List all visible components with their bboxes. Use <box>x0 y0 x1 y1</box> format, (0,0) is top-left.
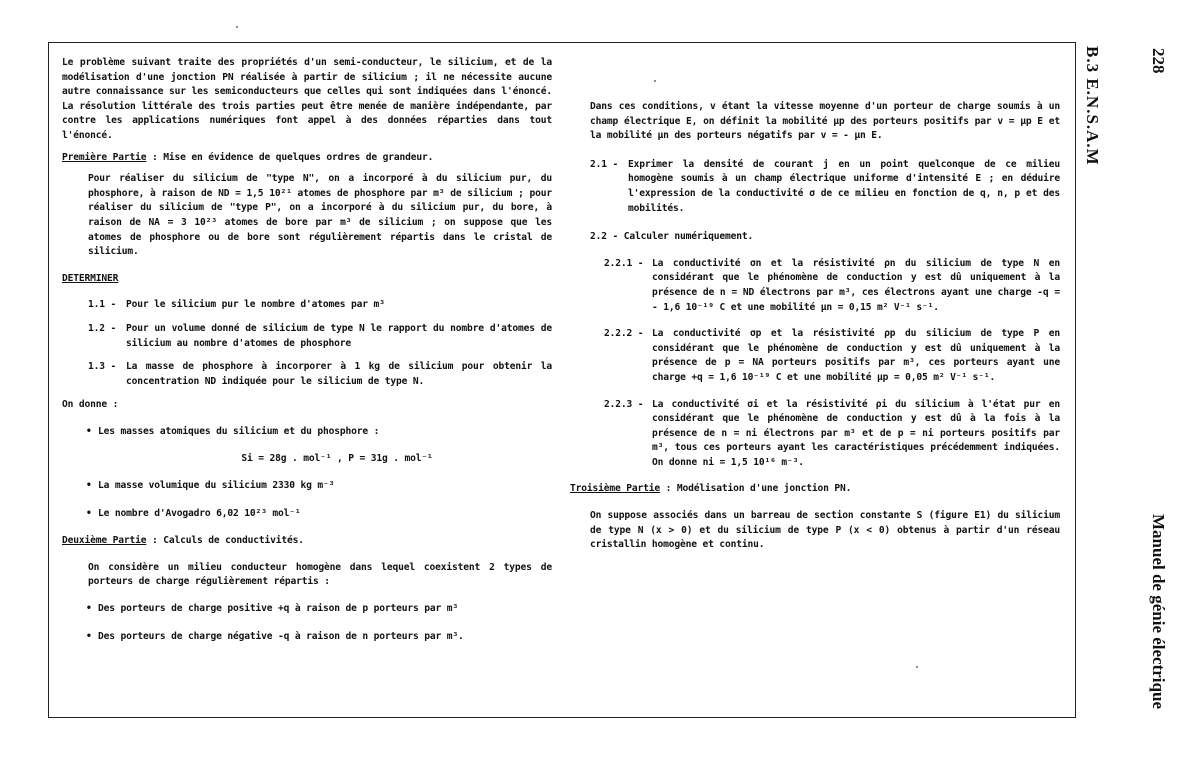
book-title: Manuel de génie électrique <box>1149 514 1168 709</box>
bullet-negative-carriers: • Des porteurs de charge négative -q à raison de n porteurs par m³. <box>86 630 552 645</box>
scan-speck <box>236 26 238 28</box>
atomic-mass-formula: Si = 28g . mol⁻¹ , P = 31g . mol⁻¹ <box>241 453 433 465</box>
question-2-2: 2.2 - Calculer numériquement. <box>590 231 754 243</box>
part3-paragraph: On suppose associés dans un barreau de section constante S (figure E1) du silicium de type N (x > 0) et du silicium de type P (x < 0) obtenus à partir d'un réseau cristallin homogène et continu. <box>590 510 1060 551</box>
bullet-icon: • <box>86 425 92 437</box>
part1-title: Première Partie <box>62 151 147 163</box>
part1-heading <box>62 151 552 166</box>
bullet-masses: • Les masses atomiques du silicium et du phosphore : <box>86 425 552 440</box>
bullet-icon: • <box>86 507 92 519</box>
question-2-2-3: 2.2.3 - La conductivité σi et la résistivité ρi du silicium à l'état pur en considérant que le phénomène de conduction y est dû à la fois à la présence de n = ni électrons par m³ et de p = ni porteurs positifs par m³, tous ces porteurs ayant les caractéristiques précédemment indiquées. On donne ni = 1,5 10¹⁶ m⁻³. <box>604 398 1060 468</box>
part2-paragraph: On considère un milieu conducteur homogène dans lequel coexistent 2 types de porteurs de charge régulièrement répartis : <box>88 561 552 588</box>
part3-heading <box>570 482 1060 497</box>
on-donne-label: On donne : <box>62 399 119 411</box>
part2-subtitle: : Calculs de conductivités. <box>146 535 304 547</box>
determiner-heading: DETERMINER <box>62 272 119 284</box>
scan-speck <box>654 80 656 82</box>
question-1-3: 1.3 - La masse de phosphore à incorporer à 1 kg de silicium pour obtenir la concentration ND indiquée pour le silicium de type N. <box>88 361 552 387</box>
question-1-1: 1.1 - Pour le silicium pur le nombre d'atomes par m³ <box>88 299 385 311</box>
part1-subtitle: : Mise en évidence de quelques ordres de grandeur. <box>146 151 434 163</box>
part3-title: Troisième Partie <box>570 483 661 495</box>
page-number: 228 <box>1149 48 1168 74</box>
part2-title: Deuxième Partie <box>62 535 147 547</box>
bullet-avogadro: • Le nombre d'Avogadro 6,02 10²³ mol⁻¹ <box>86 507 552 522</box>
right-column <box>570 100 1060 560</box>
bullet-icon: • <box>86 630 92 642</box>
question-2-2-2: 2.2.2 - La conductivité σp et la résistivité ρp du silicium de type P en considérant que le phénomène de conduction y est dû uniquement à la présence de p = NA porteurs positifs par m³, ces porteurs ayant une charge +q = 1,6 10⁻¹⁹ C et une mobilité μp = 0,05 m² V⁻¹ s⁻¹. <box>604 328 1060 383</box>
question-1-2: 1.2 - Pour un volume donné de silicium de type N le rapport du nombre d'atomes de silicium au nombre d'atomes de phosphore <box>88 322 552 349</box>
question-2-1: 2.1 - Exprimer la densité de courant j en un point quelconque de ce milieu homogène soumis à un champ électrique uniforme d'intensité E ; en déduire l'expression de la conductivité σ de ce milieu en fonction de q, n, p et des mobilités. <box>590 158 1060 214</box>
bullet-icon: • <box>86 480 92 492</box>
mobility-paragraph: Dans ces conditions, v étant la vitesse moyenne d'un porteur de charge soumis à un champ électrique E, on définit la mobilité μp des porteurs positifs par v = μp E et la mobilité μn des porteurs négatifs par v = - μn E. <box>590 101 1060 142</box>
part3-subtitle: : Modélisation d'une jonction PN. <box>660 483 852 495</box>
scan-speck <box>916 666 918 668</box>
intro-paragraph: Le problème suivant traite des propriétés d'un semi-conducteur, le silicium, et de la modélisation d'une jonction PN réalisée à partir de silicium ; il ne nécessite aucune autre connaissance sur les semiconducteurs que celles qui sont indiquées dans l'énoncé. La résolution littérale des trois parties peut être menée de manière indépendante, par contre les applications numériques font appel à des données réparties dans tout l'énoncé. <box>62 57 552 141</box>
part2-heading <box>62 534 552 549</box>
bullet-positive-carriers: • Des porteurs de charge positive +q à raison de p porteurs par m³ <box>86 602 552 617</box>
bullet-icon: • <box>86 603 92 615</box>
book-code: B.3 E.N.S.A.M <box>1083 46 1102 166</box>
part1-paragraph: Pour réaliser du silicium de "type N", on a incorporé à du silicium pur, du phosphore, à raison de ND = 1,5 10²¹ atomes de phosphore par m³ de silicium ; pour réaliser du silicium de "type P", on a incorporé à du silicium pur, du bore, à raison de NA = 3 10²³ atomes de bore par m³ de silicium ; on suppose que les atomes de phosphore ou de bore sont régulièrement répartis dans le cristal de silicium. <box>88 173 552 258</box>
question-2-2-1: 2.2.1 - La conductivité σn et la résistivité ρn du silicium de type N en considérant que le phénomène de conduction y est dû uniquement à la présence de n = ND électrons par m³, ces électrons ayant une charge -q = - 1,6 10⁻¹⁹ C et une mobilité μn = 0,15 m² V⁻¹ s⁻¹. <box>604 257 1060 313</box>
bullet-density: • La masse volumique du silicium 2330 kg m⁻³ <box>86 479 552 494</box>
left-column <box>62 56 552 657</box>
